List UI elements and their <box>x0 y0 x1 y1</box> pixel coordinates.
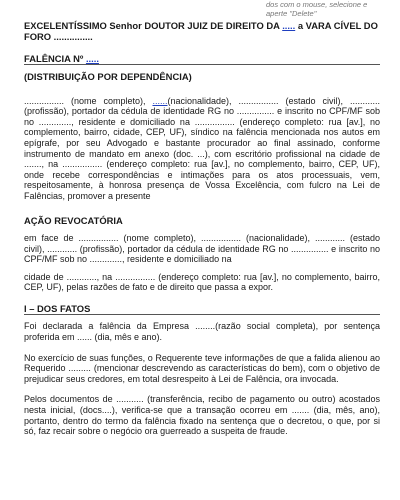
court-number-blank[interactable]: ..... <box>282 20 296 31</box>
defendant-paragraph-1: em face de ................ (nome completo), ................ (nacionalidade), ............ (estado civil), ............ (profissão), portador da cédula de identidade RG no ............... e inscrito no CPF/MF sob no ............., residente e domiciliado na <box>24 232 380 265</box>
distribuicao-heading: (DISTRIBUIÇÃO POR DEPENDÊNCIA) <box>24 71 192 83</box>
fatos-paragraph-2: No exercício de suas funções, o Requerente teve informações de que a falida alienou ao Requerido ......... (mencionar descrevendo as características do bem), com o objetivo de prejudicar seus credores, em total desrespeito à Lei de Falência, ora invocada. <box>24 352 380 384</box>
instruction-note <box>266 0 386 18</box>
instruction-note-line-1: dos com o mouse, selecione e <box>266 0 368 9</box>
qualification-line-1b: (nacionalidade), ................ (estado civil), ............ <box>167 95 380 106</box>
fatos-paragraph-1: Foi declarada a falência da Empresa ........(razão social completa), por sentença proferida em ...... (dia, mês e ano). <box>24 321 380 342</box>
falencia-number-blank[interactable]: ..... <box>85 52 99 64</box>
falencia-label: FALÊNCIA Nº <box>24 52 86 64</box>
court-address-heading <box>24 20 380 43</box>
court-title-part-1: EXCELENTÍSSIMO Senhor DOUTOR JUIZ DE DIREITO DA <box>24 20 283 31</box>
petition-document <box>24 20 380 437</box>
court-title-line-2: FORO ............... <box>24 31 93 43</box>
section-fatos-heading: I – DOS FATOS <box>24 302 91 314</box>
court-title-part-2: a VARA CÍVEL DO <box>295 20 378 31</box>
qualification-line-1a: ................ (nome completo), <box>24 95 153 106</box>
qualification-paragraph <box>24 96 380 202</box>
nationality-blank[interactable]: ...... <box>152 95 168 106</box>
fatos-paragraph-3: Pelos documentos de ........... (transferência, recibo de pagamento ou outro) acostados nesta inicial, (docs....), verifica-se que a transação ocorreu em ....... (dia, mês, ano), portanto, dentro do termo da falência fixado na sentença que o decretou, o que, por si só, faz recair sobre o negócio ora guerreado a suspeita de fraude. <box>24 394 380 437</box>
section-fatos-rule <box>24 314 380 315</box>
falencia-number-heading <box>24 53 380 64</box>
qualification-rest: (profissão), portador da cédula de identidade RG no ............... e inscrito no CPF/MF sob no ............., residente e domiciliado na ................ (endereço completo: rua [av.], no complemento, bairro, cidade, CEP, UF), síndico na falência mencionada nos autos em epígrafe, por seu Advogado e bastante procurador ao final assinado, conforme instrumento de mandato em anexo (doc. ...), com escritório profissional na cidade de ......., na ................ (endereço completo: rua [av.], no complemento, bairro, CEP, UF), onde recebe correspondências e intimações para os atos processuais, vem, respeitosamente, à honrosa presença de Vossa Excelência, com fulcro na Lei de Falências, promover a presente <box>24 106 380 201</box>
instruction-note-line-2: aperte "Delete" <box>266 9 317 18</box>
acao-revocatoria-title: AÇÃO REVOCATÓRIA <box>24 214 123 226</box>
falencia-rule <box>24 64 380 65</box>
defendant-paragraph-2: cidade de ............, na ................ (endereço completo: rua [av.], no complemento, bairro, CEP, UF), pelas razões de fato e de direito que passa a expor. <box>24 271 380 293</box>
